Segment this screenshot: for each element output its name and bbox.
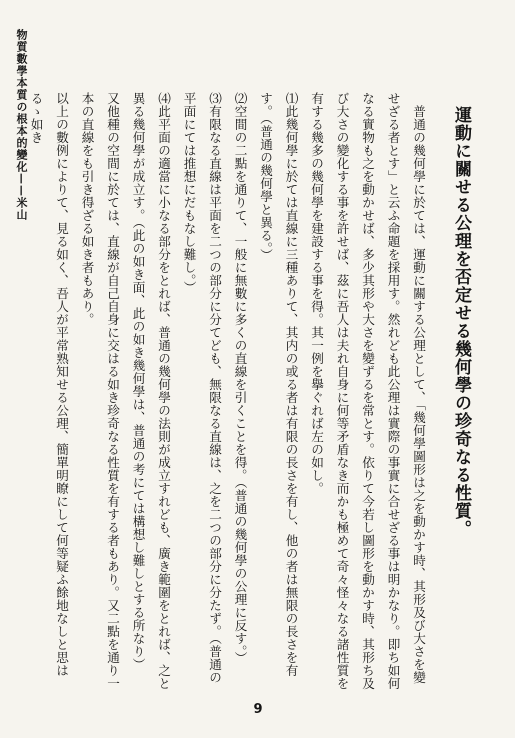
paragraph-intro: 普通の幾何學に於ては、運動に關する公理として、「幾何學圖形は之を動かす時、其形及び大さを變せざる者とす」と云ふ命題を採用す。然れども此公理は實際の事實に合せざる事は明かなり。即ち如何なる實物も之を動かせば、多少其形や大さを變ずるを常とす。依りて今若し圖形を動かす時、其形ち及び大さの變化する事を許せば、茲に吾人は夫れ自身に何等矛盾なき而かも極めて奇々怪々なる諸性質を有する幾多の幾何學を建設する事を得。其一例を擧ぐれば左の如し。 [309, 92, 426, 690]
body-text [28, 92, 431, 694]
property-2: ⑵空間の二點を通りて、一般に無數に多くの直線を引くことを得。（普通の幾何學の公理に反す。） [232, 92, 248, 665]
property-3: ⑶有限なる直線は平面を二つの部分に分てども、無限なる直線は、之を二つの部分に分たず。（普通の平面にては推想にだもなし難し。） [181, 92, 222, 684]
property-4: ⑷此平面の適當に小なる部分をとれば、普通の幾何學の法則が成立すれども、廣き範圍をとれば、之と異る幾何學が成立す。（此の如き面、此の如き幾何學は、普通の考にては構想し難しとする所なり） [130, 92, 171, 690]
running-header: 物質數學本質の根本的變化——米山 [15, 29, 28, 221]
paragraph-other-spaces: 又他種の空間に於ては、直線が自己自身に交はる如き珍奇なる性質を有する者もあり。又二點を通り一本の直線をも引き得ざる如き者もあり。 [79, 92, 120, 690]
paragraph-conclusion: 以上の數例によりて、見る如く、吾人が平常熟知せる公理、簡單明瞭にして何等疑ふ餘地なしと思はるゝ如き [28, 92, 69, 677]
section-title: 運動に關せる公理を否定せる幾何學の珍奇なる性質。 [451, 106, 471, 538]
page-number: 9 [253, 702, 263, 717]
property-1: ⑴此幾何學に於ては直線に三種ありて、其内の或る者は有限の長さを有し、他の者は無限の長さを有す。（普通の幾何學と異る。） [258, 92, 299, 677]
